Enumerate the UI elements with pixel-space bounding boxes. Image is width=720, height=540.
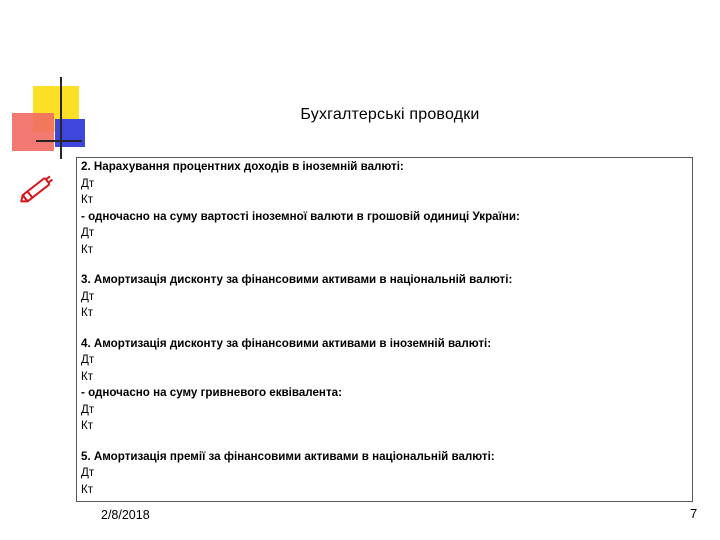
slide-title: Бухгалтерські проводки <box>300 106 480 123</box>
entry-heading: 2. Нарахування процентних доходів в іноземній валюті: <box>81 160 404 173</box>
credit-line: Кт <box>81 242 94 256</box>
slide-number: 7 <box>690 506 698 521</box>
debit-line: Дт <box>81 289 95 303</box>
entry-3 <box>81 272 692 322</box>
debit-line: Дт <box>81 466 95 479</box>
footer-date: 2/8/2018 <box>101 508 150 522</box>
entry-heading: 3. Амортизація дисконту за фінансовими активами в національній валюті: <box>81 273 513 286</box>
credit-line: Кт <box>81 193 94 206</box>
debit-line: Дт <box>81 226 95 239</box>
decor-red-square <box>12 113 54 151</box>
debit-line: Дт <box>81 176 95 190</box>
entry-heading: 4. Амортизація дисконту за фінансовими активами в іноземній валюті: <box>81 336 492 350</box>
credit-line: Кт <box>81 369 94 383</box>
entry-heading: 5. Амортизація премії за фінансовими активами в національній валюті: <box>81 449 495 463</box>
decor-vertical-line <box>60 77 62 159</box>
pen-icon <box>16 168 58 210</box>
credit-line: Кт <box>81 419 94 432</box>
entry-subheading: - одночасно на суму вартості іноземної валюти в грошовій одиниці України: <box>81 209 520 223</box>
debit-line: Дт <box>81 353 95 366</box>
credit-line: Кт <box>81 482 94 496</box>
decor-horizontal-line <box>36 140 82 142</box>
debit-line: Дт <box>81 402 95 416</box>
entry-subheading: - одночасно на суму гривневого еквівалента: <box>81 386 342 399</box>
credit-line: Кт <box>81 306 94 319</box>
entry-5 <box>81 449 692 499</box>
content-box <box>76 157 693 502</box>
entry-2 <box>81 159 692 258</box>
entry-4 <box>81 336 692 435</box>
